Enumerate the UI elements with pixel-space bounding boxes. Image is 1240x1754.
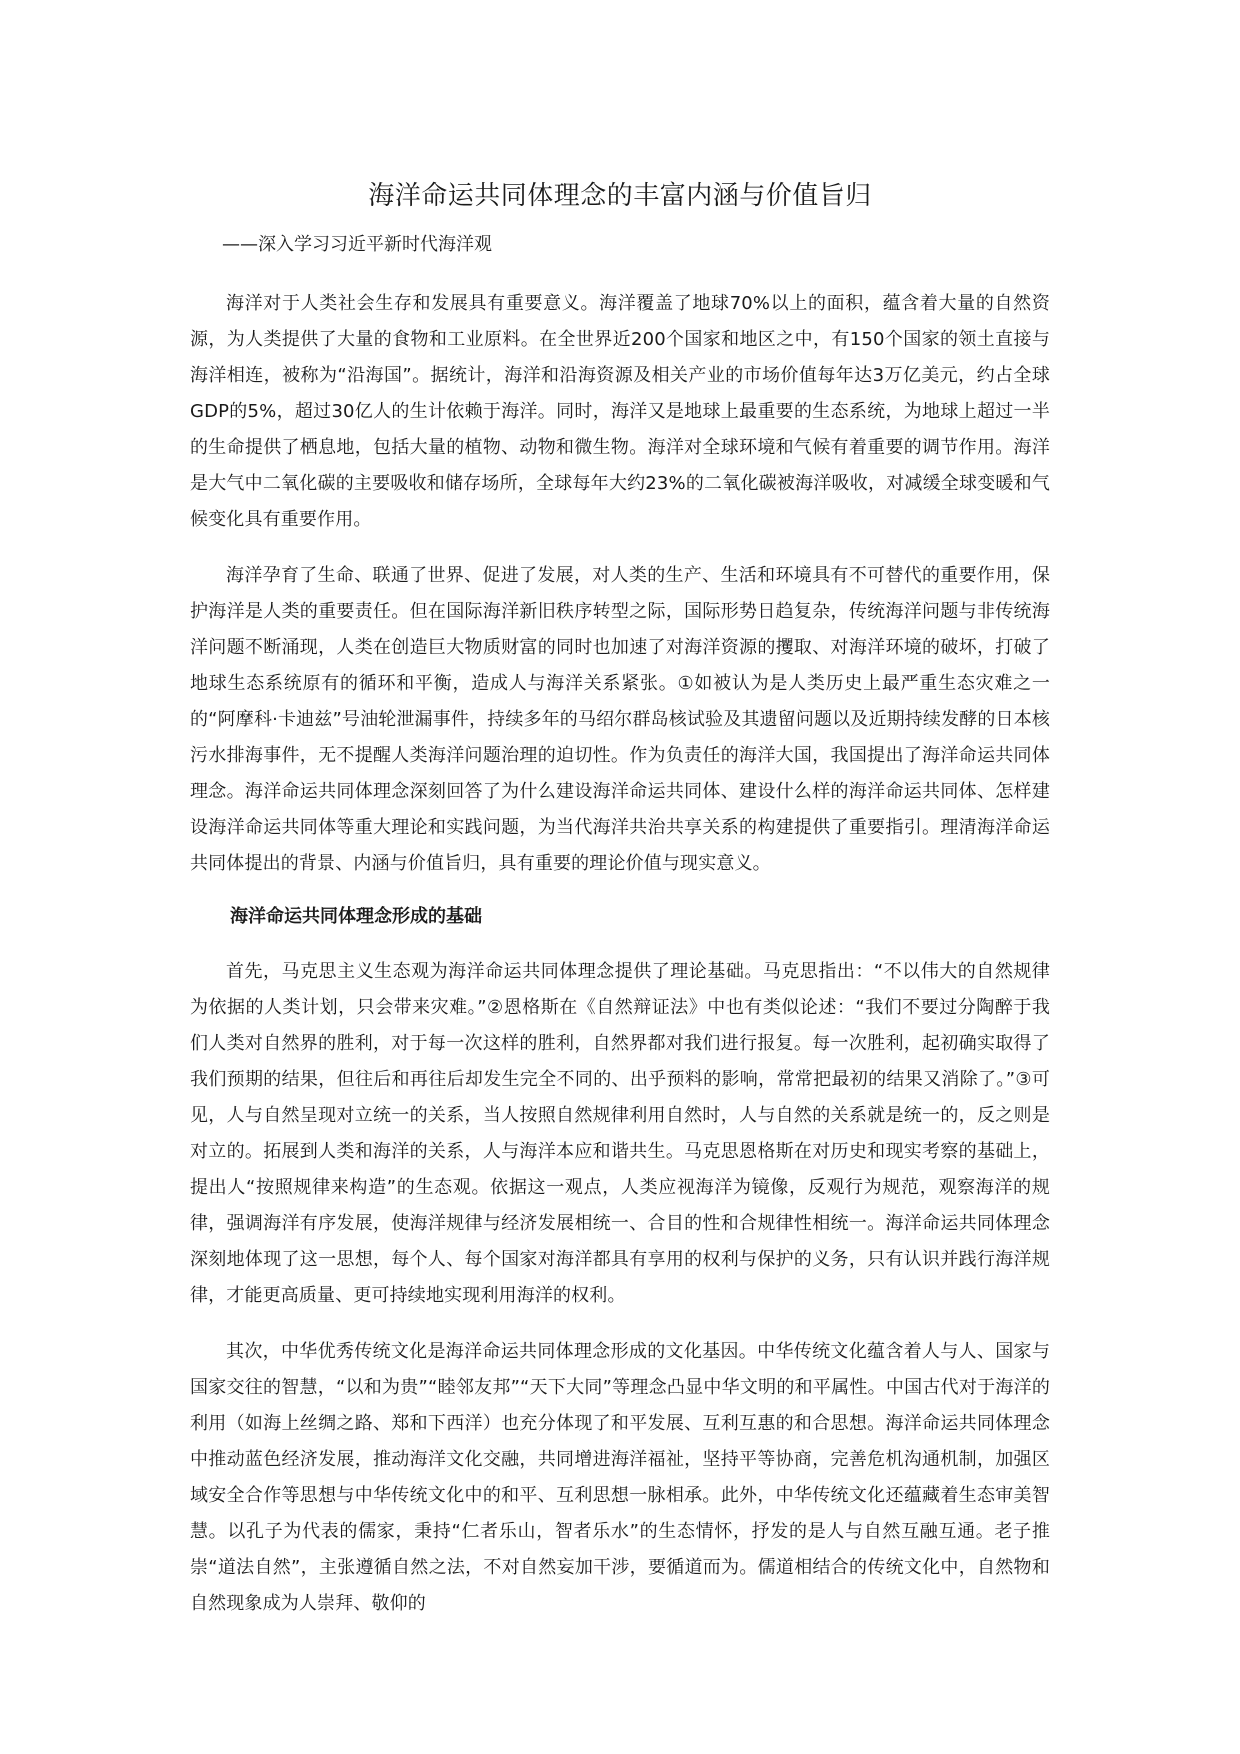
document-page [190, 176, 1050, 1642]
paragraph-intro-1: 海洋对于人类社会生存和发展具有重要意义。海洋覆盖了地球70%以上的面积，蕴含着大量的自然资源，为人类提供了大量的食物和工业原料。在全世界近200个国家和地区之中，有150个国家的领土直接与海洋相连，被称为“沿海国”。据统计，海洋和沿海资源及相关产业的市场价值每年达3万亿美元，约占全球GDP的5%，超过30亿人的生计依赖于海洋。同时，海洋又是地球上最重要的生态系统，为地球上超过一半的生命提供了栖息地，包括大量的植物、动物和微生物。海洋对全球环境和气候有着重要的调节作用。海洋是大气中二氧化碳的主要吸收和储存场所，全球每年大约23%的二氧化碳被海洋吸收，对减缓全球变暖和气候变化具有重要作用。 [190, 293, 1050, 530]
section-heading: 海洋命运共同体理念形成的基础 [230, 906, 482, 927]
paragraph-section-2: 其次，中华优秀传统文化是海洋命运共同体理念形成的文化基因。中华传统文化蕴含着人与人、国家与国家交往的智慧，“以和为贵”“睦邻友邦”“天下大同”等理念凸显中华文明的和平属性。中国古代对于海洋的利用（如海上丝绸之路、郑和下西洋）也充分体现了和平发展、互利互惠的和合思想。海洋命运共同体理念中推动蓝色经济发展，推动海洋文化交融，共同增进海洋福祉，坚持平等协商，完善危机沟通机制，加强区域安全合作等思想与中华传统文化中的和平、互利思想一脉相承。此外，中华传统文化还蕴藏着生态审美智慧。以孔子为代表的儒家，秉持“仁者乐山，智者乐水”的生态情怀，抒发的是人与自然互融互通。老子推崇“道法自然”，主张遵循自然之法，不对自然妄加干涉，要循道而为。儒道相结合的传统文化中，自然物和自然现象成为人崇拜、敬仰的 [190, 1341, 1050, 1614]
paragraph-section-1: 首先，马克思主义生态观为海洋命运共同体理念提供了理论基础。马克思指出：“不以伟大的自然规律为依据的人类计划，只会带来灾难。”②恩格斯在《自然辩证法》中也有类似论述：“我们不要过分陶醉于我们人类对自然界的胜利，对于每一次这样的胜利，自然界都对我们进行报复。每一次胜利，起初确实取得了我们预期的结果，但往后和再往后却发生完全不同的、出乎预料的影响，常常把最初的结果又消除了。”③可见，人与自然呈现对立统一的关系，当人按照自然规律利用自然时，人与自然的关系就是统一的，反之则是对立的。拓展到人类和海洋的关系，人与海洋本应和谐共生。马克思恩格斯在对历史和现实考察的基础上，提出人“按照规律来构造”的生态观。依据这一观点，人类应视海洋为镜像，反观行为规范，观察海洋的规律，强调海洋有序发展，使海洋规律与经济发展相统一、合目的性和合规律性相统一。海洋命运共同体理念深刻地体现了这一思想，每个人、每个国家对海洋都具有享用的权利与保护的义务，只有认识并践行海洋规律，才能更高质量、更可持续地实现利用海洋的权利。 [190, 961, 1050, 1306]
document-title: 海洋命运共同体理念的丰富内涵与价值旨归 [368, 181, 872, 211]
paragraph-intro-2: 海洋孕育了生命、联通了世界、促进了发展，对人类的生产、生活和环境具有不可替代的重要作用，保护海洋是人类的重要责任。但在国际海洋新旧秩序转型之际，国际形势日趋复杂，传统海洋问题与非传统海洋问题不断涌现，人类在创造巨大物质财富的同时也加速了对海洋资源的攫取、对海洋环境的破坏，打破了地球生态系统原有的循环和平衡，造成人与海洋关系紧张。①如被认为是人类历史上最严重生态灾难之一的“阿摩科·卡迪兹”号油轮泄漏事件，持续多年的马绍尔群岛核试验及其遗留问题以及近期持续发酵的日本核污水排海事件，无不提醒人类海洋问题治理的迫切性。作为负责任的海洋大国，我国提出了海洋命运共同体理念。海洋命运共同体理念深刻回答了为什么建设海洋命运共同体、建设什么样的海洋命运共同体、怎样建设海洋命运共同体等重大理论和实践问题，为当代海洋共治共享关系的构建提供了重要指引。理清海洋命运共同体提出的背景、内涵与价值旨归，具有重要的理论价值与现实意义。 [190, 565, 1050, 874]
document-subtitle: ——深入学习习近平新时代海洋观 [222, 234, 492, 255]
